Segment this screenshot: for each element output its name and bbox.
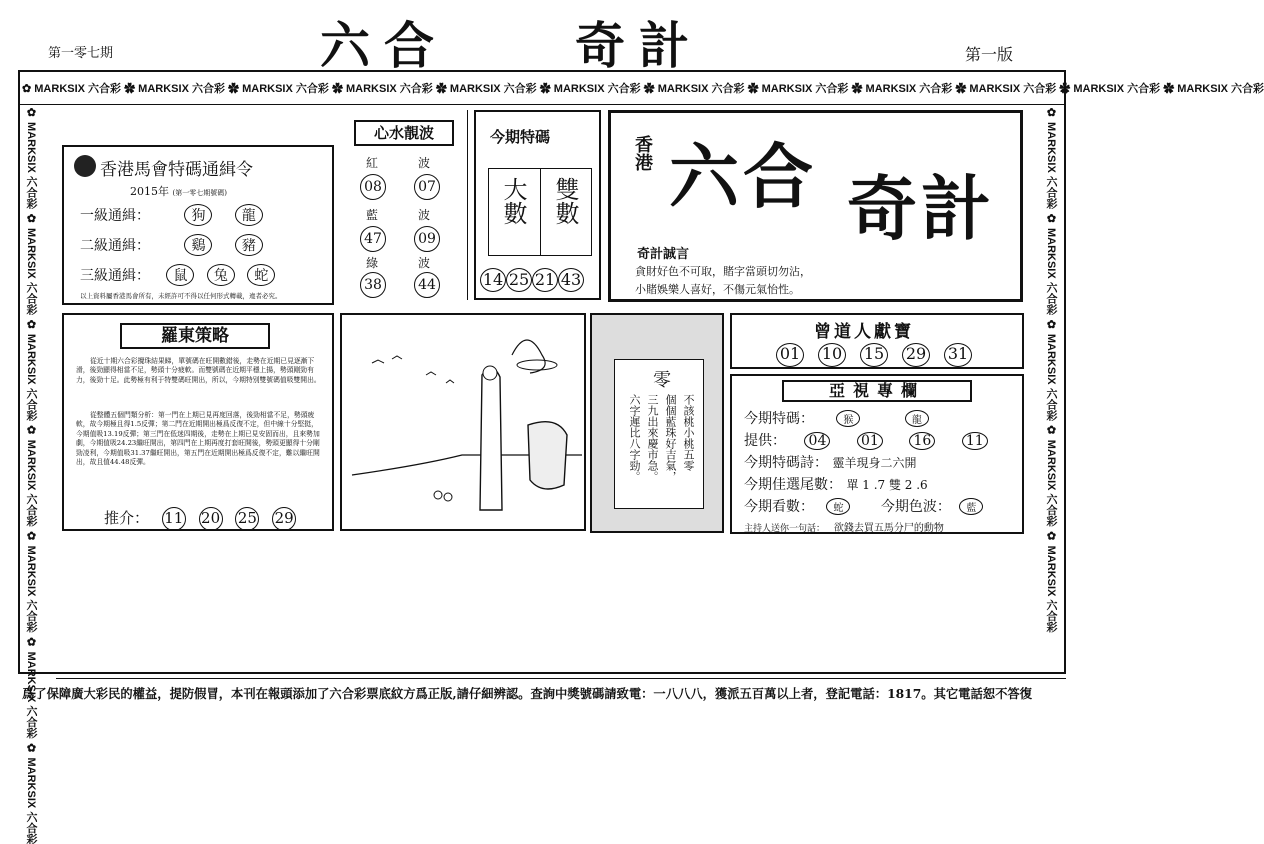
strategy-paragraph: 從近十期六合彩攪珠結果睇，單號碼在旺開數錯後，走勢在近期已見逐漸下滑，後勁顯得相當不足，勢頭十分疲軟。而雙號碼在近期平穩上揚，勢頭剛勁有力，後勁十足。此勢極有利于特雙碼旺開出，所以，今期特別雙號碼值吸雙開出。: [76, 357, 321, 384]
poem-head: 零: [653, 370, 671, 391]
special-number-list: 14 25 21 43: [480, 268, 584, 292]
wanted-animal: 鷄: [184, 234, 212, 256]
special-title: 今期特碼: [490, 128, 551, 146]
daoren-numbers: 01 10 15 29 31: [776, 343, 986, 367]
wanted-animal: 狗: [184, 204, 212, 226]
color-label: 波: [418, 208, 431, 222]
poem-sheet: [614, 359, 704, 509]
ball-number: 08: [360, 174, 386, 200]
wanted-animal: 鼠: [166, 264, 194, 286]
title-left: 六合: [320, 18, 448, 74]
daoren-panel: [730, 313, 1024, 369]
wanted-row-1: 一級通緝： 狗 龍: [80, 204, 263, 226]
big-number-label: 大數: [499, 177, 527, 225]
marksix-top-strip: ✿ MARKSIX 六合彩 ✿ MARKSIX 六合彩 ✿ MARKSIX 六合彩 ✿ MARKSIX 六合彩 ✿ MARKSIX 六合彩 ✿ MARKSIX 六合彩 ✿ MARKSIX 六合彩 ✿ MARKSIX 六合彩 ✿ MARKSIX 六合彩 ✿ MARKSIX 六合彩 ✿ MARKSIX 六合彩 ✿ MARKSIX 六合彩: [22, 83, 1264, 95]
wanted-year: 2015年 (第一零七期號碼): [130, 185, 227, 198]
wanted-note: 以上資料屬香港馬會所有，未經許可不得以任何形式轉載，違者必究。: [80, 292, 282, 300]
strategy-panel: [62, 313, 334, 531]
color-label: 綠: [366, 256, 379, 270]
wanted-title: 香港馬會特碼通緝令: [100, 160, 253, 180]
wanted-row-2: 二級通緝： 鷄 豬: [80, 234, 263, 256]
ball-number: 09: [414, 226, 440, 252]
wanted-animal: 兔: [207, 264, 235, 286]
masthead: [20, 6, 1065, 74]
ball-number: 44: [414, 272, 440, 298]
recommend-row: 推介： 11 20 25 29: [104, 507, 296, 531]
illustration-panel: [340, 313, 586, 531]
ball-number: 07: [414, 174, 440, 200]
ball-number: 47: [360, 226, 386, 252]
color-label: 波: [418, 256, 431, 270]
wanted-animal: 龍: [235, 204, 263, 226]
strategy-paragraph: 從整體五個門類分析：第一門在上期已見再度回落，後勁相當不足，勢頭疲軟，故今期極且得1.5反彈；第二門在近期開出極爲反復不定，但中線十分堅挺，今期值吸13.19反彈；第三門在低迷四期後，走勢在上期已見安固而出，且來勢加劇，今期值吸24.23繼旺開出，第四門在上期再度打套旺開後，勢頭更顯得十分剛勁凌利，今期值吸31.37繼旺開出，第五門在近期開出極爲反復不定，難以繼旺開出，故且值44.48反彈。: [76, 411, 320, 467]
issue-number: 第一零七期: [48, 46, 114, 61]
column-zodiac-row: 今期看數： 蛇 今期色波： 藍: [744, 496, 983, 516]
heart-balls-title: 心水靚波: [354, 120, 454, 146]
column-title: 亞視專欄: [782, 380, 972, 402]
motto-line: 貪財好色不可取，賭字當頭切勿沾，: [635, 265, 811, 278]
wanted-animal: 蛇: [247, 264, 275, 286]
even-number-label: 雙數: [551, 177, 579, 225]
daoren-title: 曾道人獻寶: [814, 322, 914, 342]
column-special-row: 今期特碼： 猴 龍: [744, 408, 929, 428]
motto-line: 小賭娛樂人喜好，不傷元氣怡性。: [635, 283, 800, 296]
heart-balls-panel: [340, 110, 468, 300]
color-label: 波: [418, 156, 431, 170]
color-label: 藍: [366, 208, 379, 222]
brand-title-a: 六合: [669, 138, 817, 216]
edition-label: 第一版: [965, 45, 1014, 64]
column-tail-row: 今期佳選尾數： 單 1 .7 雙 2 .6: [744, 477, 928, 493]
marksix-left-strip: ✿ MARKSIX 六合彩 ✿ MARKSIX 六合彩 ✿ MARKSIX 六合彩 ✿ MARKSIX 六合彩 ✿ MARKSIX 六合彩 ✿ MARKSIX 六合彩 ✿ MARKSIX 六合彩: [25, 106, 37, 844]
wanted-animal: 豬: [235, 234, 263, 256]
divider: [540, 169, 541, 255]
host-quote: 主持人送你一句話： 欲錢去買五馬分尸的動物: [744, 523, 944, 534]
special-numbers-panel: [474, 110, 601, 300]
poem-line: 個個藍珠好吉氣，: [664, 394, 677, 482]
footer-divider: [56, 678, 1066, 679]
brand-hongkong: 香港: [632, 135, 653, 171]
poem-line: 不該桃小桃五零: [682, 394, 695, 471]
poem-scroll: [590, 313, 724, 533]
motto-title: 奇計誠言: [637, 247, 690, 262]
poem-line: 六字遲比八字勁。: [628, 394, 641, 482]
footer-notice: 爲了保障廣大彩民的權益，提防假冒，本刊在報頭添加了六合彩票底紋方爲正版,請仔細辨認。查詢中獎號碼請致電：一八八八，獲派五百萬以上者，登記電話：1817。其它電話恕不答復: [22, 686, 1032, 701]
column-provide-row: 提供： 04 01 16 11: [744, 430, 988, 450]
hkjc-logo-icon: [74, 155, 96, 177]
wanted-notice-panel: [62, 145, 334, 305]
atv-column-panel: [730, 374, 1024, 534]
strategy-title: 羅東策略: [120, 323, 270, 349]
big-even-box: [488, 168, 592, 256]
column-poem-row: 今期特碼詩： 靈羊現身二六開: [744, 455, 917, 471]
brand-title-b: 奇計: [847, 170, 995, 248]
brand-panel: [608, 110, 1023, 302]
color-label: 紅: [366, 156, 379, 170]
strip-divider: [20, 104, 1064, 105]
ball-number: 38: [360, 272, 386, 298]
title-right: 奇計: [575, 18, 703, 74]
wanted-row-3: 三級通緝： 鼠 兔 蛇: [80, 264, 275, 286]
scholar-landscape-illustration: [342, 315, 584, 529]
poem-line: 三九出來慶市急。: [646, 394, 659, 482]
marksix-right-strip: ✿ MARKSIX 六合彩 ✿ MARKSIX 六合彩 ✿ MARKSIX 六合彩 ✿ MARKSIX 六合彩 ✿ MARKSIX 六合彩: [1045, 106, 1057, 633]
